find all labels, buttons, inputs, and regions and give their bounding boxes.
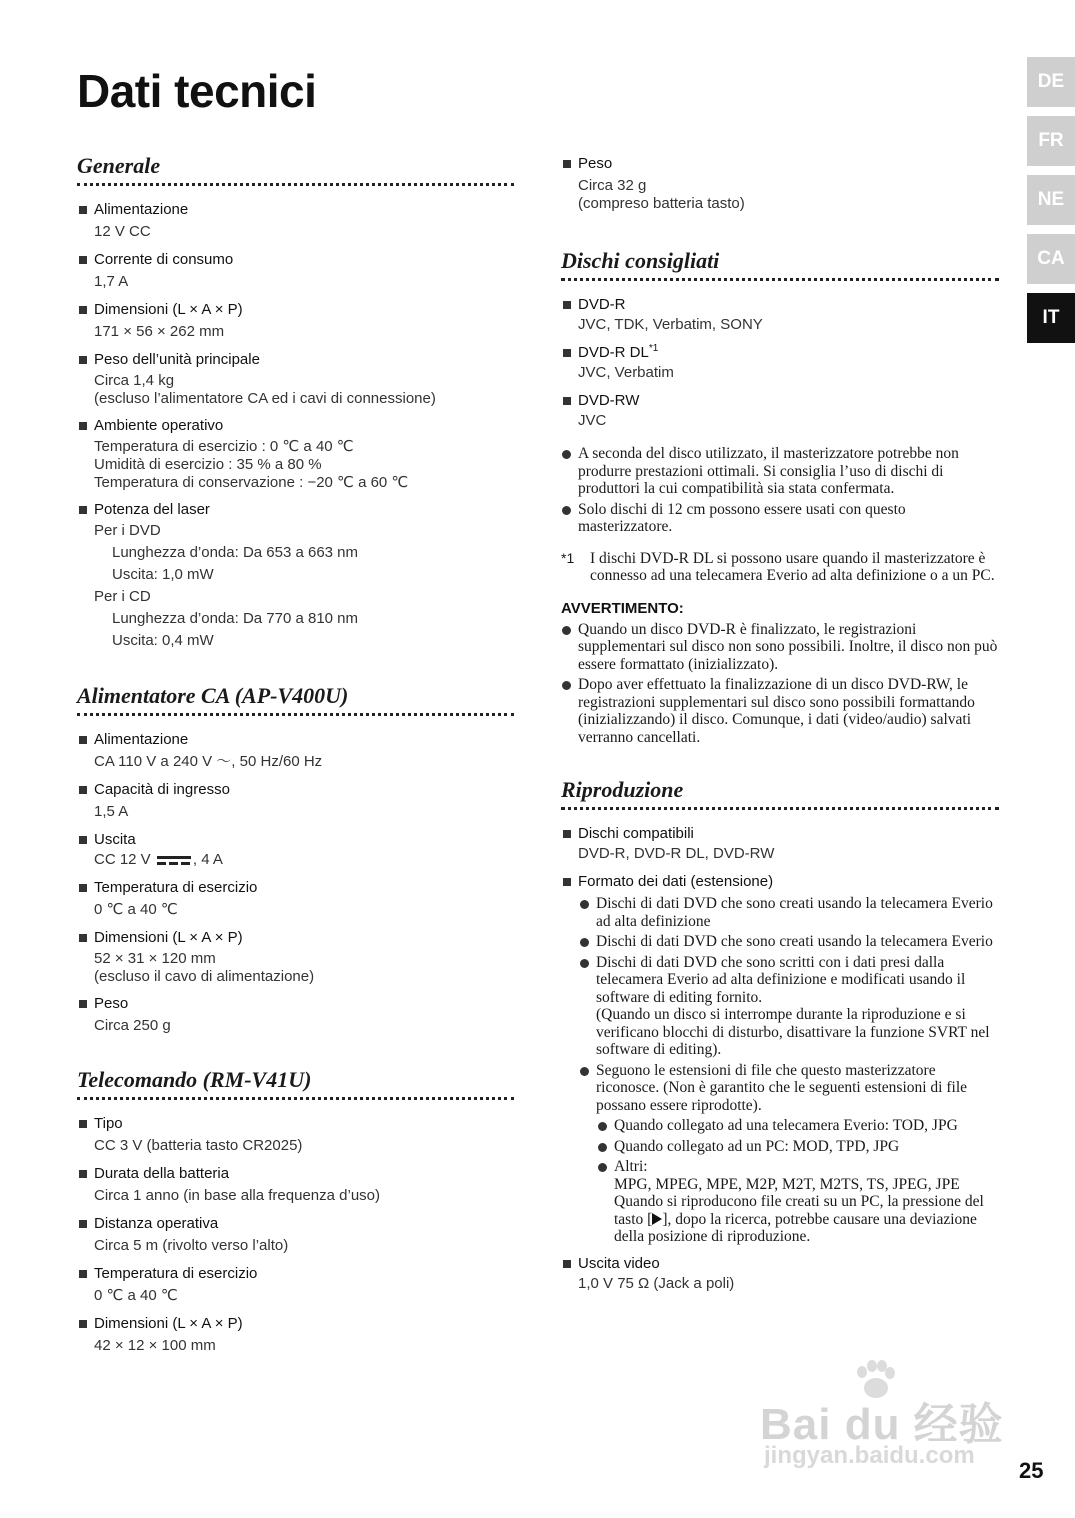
spec-value: 0 ℃ a 40 ℃ bbox=[94, 1287, 178, 1304]
spec-item bbox=[77, 416, 514, 492]
section-peso-telecomando bbox=[561, 154, 999, 213]
watermark-logo: Bai du 经验 bbox=[760, 1400, 1004, 1449]
tab-it[interactable]: IT bbox=[1027, 293, 1075, 343]
section-riproduzione bbox=[561, 776, 999, 1294]
spec-value: 42 × 12 × 100 mm bbox=[94, 1337, 216, 1354]
spec-value: Circa 1,4 kg bbox=[94, 372, 175, 389]
square-bullet-icon bbox=[79, 1120, 87, 1128]
laser-dvd-output: Uscita: 1,0 mW bbox=[112, 566, 214, 583]
spec-label: Uscita video bbox=[578, 1254, 660, 1272]
spec-item bbox=[77, 780, 514, 822]
spec-item bbox=[77, 300, 514, 342]
spec-item-dvdrw bbox=[561, 391, 999, 431]
bullet-icon bbox=[562, 626, 571, 635]
spec-label: Durata della batteria bbox=[94, 1165, 230, 1182]
spec-value: (escluso l’alimentatore CA ed i cavi di connessione) bbox=[94, 390, 436, 407]
spec-value: (escluso il cavo di alimentazione) bbox=[94, 968, 315, 985]
section-alimentatore bbox=[77, 682, 514, 1036]
page-number: 25 bbox=[1019, 1458, 1044, 1483]
spec-item bbox=[77, 1114, 514, 1156]
spec-label: DVD-R DL bbox=[578, 344, 649, 361]
spec-value: Circa 32 g bbox=[578, 177, 647, 194]
spec-item-video bbox=[561, 1254, 999, 1294]
square-bullet-icon bbox=[79, 1170, 87, 1178]
spec-label: Ambiente operativo bbox=[94, 417, 224, 434]
spec-label: Potenza del laser bbox=[94, 501, 210, 518]
spec-item bbox=[77, 1314, 514, 1356]
bullet-icon bbox=[580, 1067, 589, 1076]
spec-label: Temperatura di esercizio bbox=[94, 1265, 258, 1282]
square-bullet-icon bbox=[563, 349, 571, 357]
dc-symbol-icon bbox=[157, 854, 191, 866]
spec-value: 12 V CC bbox=[94, 223, 151, 240]
spec-label: Uscita bbox=[94, 831, 136, 848]
spec-label: Tipo bbox=[94, 1115, 123, 1132]
page-title: Dati tecnici bbox=[77, 65, 317, 117]
spec-item bbox=[77, 878, 514, 920]
spec-value: CA 110 V a 240 V ～, 50 Hz/60 Hz bbox=[94, 753, 323, 770]
section-title-riproduzione: Riproduzione bbox=[561, 776, 999, 810]
spec-label: Dischi compatibili bbox=[578, 825, 694, 842]
list-item: Quando collegato ad una telecamera Everio: TOD, JPG bbox=[561, 1117, 999, 1135]
section-title-generale: Generale bbox=[77, 152, 514, 186]
spec-value: Circa 250 g bbox=[94, 1017, 171, 1034]
footnote-ref: *1 bbox=[648, 343, 659, 354]
list-item: Altri: MPG, MPEG, MPE, M2P, M2T, M2TS, TS, JPEG, JPE Quando si riproducono file creati su un PC, la pressione del tasto [ ], dopo la ricerca, potrebbe causare una deviazione della posizione di riproduzione. bbox=[561, 1158, 999, 1246]
spec-label: Dimensioni (L × A × P) bbox=[94, 1315, 243, 1332]
spec-value: 0 ℃ a 40 ℃ bbox=[94, 901, 178, 918]
bullet-icon bbox=[580, 900, 589, 909]
spec-value: 171 × 56 × 262 mm bbox=[94, 323, 225, 340]
square-bullet-icon bbox=[79, 1320, 87, 1328]
spec-value: JVC, Verbatim bbox=[578, 364, 674, 381]
square-bullet-icon bbox=[79, 206, 87, 214]
spec-value: Umidità di esercizio : 35 % a 80 % bbox=[94, 456, 322, 473]
warning-title: AVVERTIMENTO: bbox=[561, 599, 684, 617]
square-bullet-icon bbox=[79, 1000, 87, 1008]
square-bullet-icon bbox=[79, 836, 87, 844]
spec-value: 1,5 A bbox=[94, 803, 129, 820]
spec-value: 1,0 V 75 Ω (Jack a poli) bbox=[578, 1274, 735, 1292]
list-item: Dopo aver effettuato la finalizzazione di un disco DVD-RW, le registrazioni supplementari sul disco sono possibili formattando (inizializzando) il disco. Comunque, i dati (video/audio) salvati verranno cancellati. bbox=[561, 676, 999, 746]
spec-label: Alimentazione bbox=[94, 201, 189, 218]
spec-item bbox=[77, 1164, 514, 1206]
square-bullet-icon bbox=[79, 736, 87, 744]
watermark bbox=[760, 1360, 1010, 1470]
spec-value: JVC bbox=[578, 412, 607, 429]
spec-item bbox=[77, 730, 514, 772]
section-dischi bbox=[561, 247, 999, 746]
square-bullet-icon bbox=[79, 356, 87, 364]
spec-item bbox=[77, 350, 514, 408]
section-generale bbox=[77, 152, 514, 652]
spec-value: JVC, TDK, Verbatim, SONY bbox=[578, 316, 763, 333]
spec-label: Formato dei dati (estensione) bbox=[578, 873, 774, 890]
spec-label: Corrente di consumo bbox=[94, 251, 234, 268]
square-bullet-icon bbox=[563, 160, 571, 168]
square-bullet-icon bbox=[79, 422, 87, 430]
bullet-icon bbox=[598, 1143, 607, 1152]
spec-value: Temperatura di esercizio : 0 ℃ a 40 ℃ bbox=[94, 438, 354, 455]
spec-label: Distanza operativa bbox=[94, 1215, 219, 1232]
square-bullet-icon bbox=[79, 256, 87, 264]
spec-item-dvdrdl bbox=[561, 343, 999, 383]
spec-label: Temperatura di esercizio bbox=[94, 879, 258, 896]
section-telecomando bbox=[77, 1066, 514, 1356]
square-bullet-icon bbox=[79, 1220, 87, 1228]
spec-label: Peso bbox=[94, 995, 129, 1012]
list-item: Dischi di dati DVD che sono creati usando la telecamera Everio ad alta definizione bbox=[561, 895, 999, 930]
section-title-telecomando: Telecomando (RM-V41U) bbox=[77, 1066, 514, 1100]
list-item: Quando collegato ad un PC: MOD, TPD, JPG bbox=[561, 1138, 999, 1156]
tab-ne[interactable]: NE bbox=[1027, 175, 1075, 225]
square-bullet-icon bbox=[563, 830, 571, 838]
spec-item-peso bbox=[561, 154, 999, 213]
spec-item-compat bbox=[561, 824, 999, 864]
square-bullet-icon bbox=[79, 934, 87, 942]
spec-label: Dimensioni (L × A × P) bbox=[94, 301, 243, 318]
list-item: Dischi di dati DVD che sono creati usando la telecamera Everio bbox=[561, 933, 999, 951]
spec-label: Dimensioni (L × A × P) bbox=[94, 929, 243, 946]
bullet-icon bbox=[598, 1163, 607, 1172]
language-tabs bbox=[1027, 57, 1075, 352]
laser-cd-label: Per i CD bbox=[94, 588, 151, 605]
square-bullet-icon bbox=[563, 878, 571, 886]
right-column bbox=[561, 154, 999, 1324]
bullet-icon bbox=[580, 938, 589, 947]
laser-cd-output: Uscita: 0,4 mW bbox=[112, 632, 214, 649]
list-item: Solo dischi di 12 cm possono essere usati con questo masterizzatore. bbox=[561, 501, 999, 536]
play-icon bbox=[652, 1213, 662, 1225]
square-bullet-icon bbox=[79, 786, 87, 794]
bullet-icon bbox=[562, 681, 571, 690]
spec-label: DVD-R bbox=[578, 296, 626, 313]
square-bullet-icon bbox=[563, 1260, 571, 1268]
spec-item-dvdr bbox=[561, 295, 999, 335]
laser-cd-wavelength: Lunghezza d’onda: Da 770 a 810 nm bbox=[112, 610, 359, 627]
spec-item bbox=[77, 250, 514, 292]
spec-label: Alimentazione bbox=[94, 731, 189, 748]
square-bullet-icon bbox=[79, 1270, 87, 1278]
list-item: A seconda del disco utilizzato, il masterizzatore potrebbe non produrre prestazioni ottimali. Si consiglia l’uso di dischi di produttori la cui compatibilità sia stata confermata. bbox=[561, 445, 999, 498]
list-item: Quando un disco DVD-R è finalizzato, le registrazioni supplementari sul disco non sono possibili. Inoltre, il disco non può essere formattato (inizializzato). bbox=[561, 621, 999, 674]
spec-value: (compreso batteria tasto) bbox=[578, 195, 745, 212]
spec-item-uscita bbox=[77, 830, 514, 870]
list-item: Seguono le estensioni di file che questo masterizzatore riconosce. (Non è garantito che le seguenti estensioni di file possano essere riprodotte). bbox=[561, 1062, 999, 1115]
spec-value: CC 12 V , 4 A bbox=[94, 851, 223, 868]
square-bullet-icon bbox=[563, 397, 571, 405]
spec-value: Circa 1 anno (in base alla frequenza d’uso) bbox=[94, 1187, 381, 1204]
spec-value: 1,7 A bbox=[94, 273, 129, 290]
spec-item bbox=[77, 928, 514, 986]
spec-item-formato bbox=[561, 872, 999, 1246]
footnote: *1 I dischi DVD-R DL si possono usare quando il masterizzatore è connesso ad una telecamera Everio ad alta definizione o a un PC. bbox=[561, 549, 995, 584]
spec-item bbox=[77, 200, 514, 242]
spec-item-laser bbox=[77, 500, 514, 652]
dischi-notes bbox=[561, 445, 999, 746]
laser-dvd-wavelength: Lunghezza d’onda: Da 653 a 663 nm bbox=[112, 544, 359, 561]
spec-label: Peso dell’unità principale bbox=[94, 351, 260, 368]
watermark-url: jingyan.baidu.com bbox=[764, 1442, 975, 1469]
bullet-icon bbox=[580, 959, 589, 968]
bullet-icon bbox=[598, 1122, 607, 1131]
tab-ca[interactable]: CA bbox=[1027, 234, 1075, 284]
spec-item bbox=[77, 994, 514, 1036]
spec-item bbox=[77, 1214, 514, 1256]
tab-fr[interactable]: FR bbox=[1027, 116, 1075, 166]
spec-label: Peso bbox=[578, 155, 613, 172]
spec-value: DVD-R, DVD-R DL, DVD-RW bbox=[578, 845, 775, 862]
spec-value: Temperatura di conservazione : −20 ℃ a 60 ℃ bbox=[94, 474, 409, 491]
section-title-alimentatore: Alimentatore CA (AP-V400U) bbox=[77, 682, 514, 716]
square-bullet-icon bbox=[79, 884, 87, 892]
spec-value: Circa 5 m (rivolto verso l’alto) bbox=[94, 1237, 289, 1254]
list-item: Dischi di dati DVD che sono scritti con i dati presi dalla telecamera Everio ad alta definizione e modificati usando il software di editing fornito. (Quando un disco si interrompe durante la riproduzione e si verificano blocchi di disturbo, disattivare la funzione SVRT nel software di editing). bbox=[561, 954, 999, 1059]
tab-de[interactable]: DE bbox=[1027, 57, 1075, 107]
square-bullet-icon bbox=[563, 301, 571, 309]
square-bullet-icon bbox=[79, 506, 87, 514]
left-column bbox=[77, 152, 514, 1386]
spec-value: 52 × 31 × 120 mm bbox=[94, 950, 216, 967]
section-title-dischi: Dischi consigliati bbox=[561, 247, 999, 281]
spec-item bbox=[77, 1264, 514, 1306]
spec-label: Capacità di ingresso bbox=[94, 781, 230, 798]
laser-dvd-label: Per i DVD bbox=[94, 522, 161, 539]
bullet-icon bbox=[562, 450, 571, 459]
bullet-icon bbox=[562, 506, 571, 515]
spec-value: CC 3 V (batteria tasto CR2025) bbox=[94, 1137, 303, 1154]
square-bullet-icon bbox=[79, 306, 87, 314]
spec-label: DVD-RW bbox=[578, 392, 640, 409]
